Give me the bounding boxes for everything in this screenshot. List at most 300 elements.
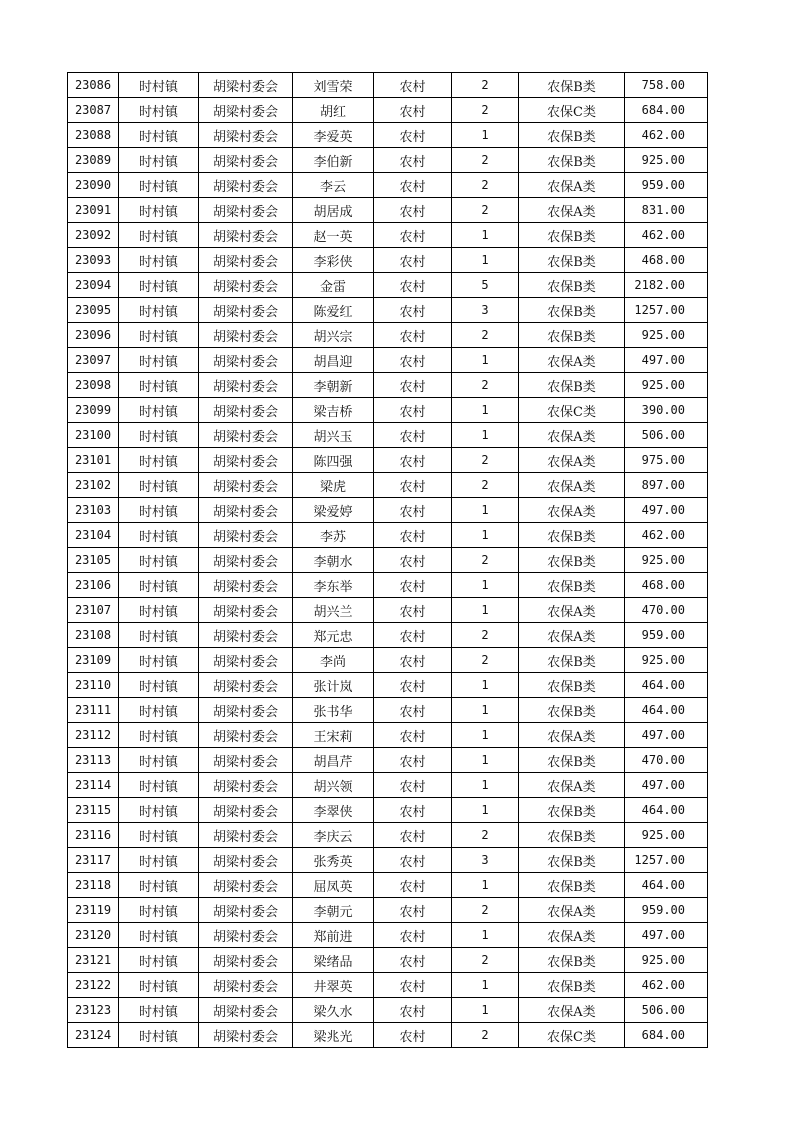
member-count-cell: 1 bbox=[452, 798, 519, 823]
village-committee-cell: 胡梁村委会 bbox=[199, 398, 293, 423]
town-cell: 时村镇 bbox=[119, 373, 199, 398]
name-cell: 郑前进 bbox=[293, 923, 374, 948]
member-count-cell: 2 bbox=[452, 148, 519, 173]
name-cell: 李翠侠 bbox=[293, 798, 374, 823]
record-id-cell: 23114 bbox=[68, 773, 119, 798]
record-id-cell: 23119 bbox=[68, 898, 119, 923]
member-count-cell: 2 bbox=[452, 1023, 519, 1048]
category-cell: 农保C类 bbox=[519, 1023, 625, 1048]
household-type-cell: 农村 bbox=[374, 123, 452, 148]
name-cell: 胡昌芹 bbox=[293, 748, 374, 773]
record-id-cell: 23098 bbox=[68, 373, 119, 398]
record-id-cell: 23109 bbox=[68, 648, 119, 673]
member-count-cell: 1 bbox=[452, 773, 519, 798]
amount-cell: 925.00 bbox=[625, 148, 708, 173]
member-count-cell: 1 bbox=[452, 973, 519, 998]
record-id-cell: 23087 bbox=[68, 98, 119, 123]
amount-cell: 497.00 bbox=[625, 348, 708, 373]
name-cell: 张秀英 bbox=[293, 848, 374, 873]
household-type-cell: 农村 bbox=[374, 148, 452, 173]
record-id-cell: 23108 bbox=[68, 623, 119, 648]
record-id-cell: 23106 bbox=[68, 573, 119, 598]
table-row bbox=[68, 498, 708, 523]
village-committee-cell: 胡梁村委会 bbox=[199, 773, 293, 798]
amount-cell: 925.00 bbox=[625, 823, 708, 848]
village-committee-cell: 胡梁村委会 bbox=[199, 598, 293, 623]
household-type-cell: 农村 bbox=[374, 923, 452, 948]
record-id-cell: 23102 bbox=[68, 473, 119, 498]
village-committee-cell: 胡梁村委会 bbox=[199, 698, 293, 723]
household-type-cell: 农村 bbox=[374, 773, 452, 798]
category-cell: 农保A类 bbox=[519, 498, 625, 523]
household-type-cell: 农村 bbox=[374, 698, 452, 723]
name-cell: 陈四强 bbox=[293, 448, 374, 473]
record-id-cell: 23088 bbox=[68, 123, 119, 148]
amount-cell: 959.00 bbox=[625, 898, 708, 923]
member-count-cell: 2 bbox=[452, 548, 519, 573]
village-committee-cell: 胡梁村委会 bbox=[199, 148, 293, 173]
household-type-cell: 农村 bbox=[374, 423, 452, 448]
village-committee-cell: 胡梁村委会 bbox=[199, 573, 293, 598]
table-row bbox=[68, 998, 708, 1023]
household-type-cell: 农村 bbox=[374, 573, 452, 598]
household-type-cell: 农村 bbox=[374, 848, 452, 873]
household-type-cell: 农村 bbox=[374, 298, 452, 323]
name-cell: 屈凤英 bbox=[293, 873, 374, 898]
household-type-cell: 农村 bbox=[374, 798, 452, 823]
household-type-cell: 农村 bbox=[374, 373, 452, 398]
village-committee-cell: 胡梁村委会 bbox=[199, 898, 293, 923]
table-row bbox=[68, 448, 708, 473]
amount-cell: 684.00 bbox=[625, 1023, 708, 1048]
record-id-cell: 23104 bbox=[68, 523, 119, 548]
village-committee-cell: 胡梁村委会 bbox=[199, 73, 293, 98]
household-type-cell: 农村 bbox=[374, 973, 452, 998]
village-committee-cell: 胡梁村委会 bbox=[199, 798, 293, 823]
name-cell: 梁爱婷 bbox=[293, 498, 374, 523]
town-cell: 时村镇 bbox=[119, 148, 199, 173]
category-cell: 农保B类 bbox=[519, 223, 625, 248]
household-type-cell: 农村 bbox=[374, 198, 452, 223]
household-type-cell: 农村 bbox=[374, 498, 452, 523]
table-row bbox=[68, 823, 708, 848]
village-committee-cell: 胡梁村委会 bbox=[199, 98, 293, 123]
name-cell: 梁虎 bbox=[293, 473, 374, 498]
member-count-cell: 2 bbox=[452, 323, 519, 348]
amount-cell: 925.00 bbox=[625, 323, 708, 348]
category-cell: 农保A类 bbox=[519, 598, 625, 623]
table-row bbox=[68, 148, 708, 173]
village-committee-cell: 胡梁村委会 bbox=[199, 523, 293, 548]
amount-cell: 497.00 bbox=[625, 723, 708, 748]
table-row bbox=[68, 273, 708, 298]
member-count-cell: 1 bbox=[452, 748, 519, 773]
category-cell: 农保B类 bbox=[519, 548, 625, 573]
town-cell: 时村镇 bbox=[119, 598, 199, 623]
town-cell: 时村镇 bbox=[119, 1023, 199, 1048]
town-cell: 时村镇 bbox=[119, 473, 199, 498]
amount-cell: 831.00 bbox=[625, 198, 708, 223]
record-id-cell: 23115 bbox=[68, 798, 119, 823]
amount-cell: 925.00 bbox=[625, 948, 708, 973]
town-cell: 时村镇 bbox=[119, 948, 199, 973]
record-id-cell: 23113 bbox=[68, 748, 119, 773]
member-count-cell: 2 bbox=[452, 73, 519, 98]
household-type-cell: 农村 bbox=[374, 748, 452, 773]
name-cell: 李尚 bbox=[293, 648, 374, 673]
town-cell: 时村镇 bbox=[119, 573, 199, 598]
record-id-cell: 23111 bbox=[68, 698, 119, 723]
category-cell: 农保B类 bbox=[519, 873, 625, 898]
town-cell: 时村镇 bbox=[119, 723, 199, 748]
town-cell: 时村镇 bbox=[119, 873, 199, 898]
name-cell: 郑元忠 bbox=[293, 623, 374, 648]
record-id-cell: 23116 bbox=[68, 823, 119, 848]
record-id-cell: 23097 bbox=[68, 348, 119, 373]
member-count-cell: 2 bbox=[452, 648, 519, 673]
amount-cell: 464.00 bbox=[625, 698, 708, 723]
member-count-cell: 1 bbox=[452, 398, 519, 423]
record-id-cell: 23110 bbox=[68, 673, 119, 698]
record-id-cell: 23117 bbox=[68, 848, 119, 873]
town-cell: 时村镇 bbox=[119, 923, 199, 948]
table-row bbox=[68, 73, 708, 98]
household-type-cell: 农村 bbox=[374, 223, 452, 248]
category-cell: 农保A类 bbox=[519, 773, 625, 798]
category-cell: 农保B类 bbox=[519, 848, 625, 873]
data-table bbox=[67, 72, 708, 1048]
name-cell: 梁绪品 bbox=[293, 948, 374, 973]
village-committee-cell: 胡梁村委会 bbox=[199, 248, 293, 273]
category-cell: 农保B类 bbox=[519, 698, 625, 723]
amount-cell: 975.00 bbox=[625, 448, 708, 473]
village-committee-cell: 胡梁村委会 bbox=[199, 348, 293, 373]
household-type-cell: 农村 bbox=[374, 598, 452, 623]
member-count-cell: 1 bbox=[452, 723, 519, 748]
town-cell: 时村镇 bbox=[119, 98, 199, 123]
village-committee-cell: 胡梁村委会 bbox=[199, 723, 293, 748]
name-cell: 梁吉桥 bbox=[293, 398, 374, 423]
town-cell: 时村镇 bbox=[119, 748, 199, 773]
household-type-cell: 农村 bbox=[374, 648, 452, 673]
town-cell: 时村镇 bbox=[119, 348, 199, 373]
name-cell: 李朝水 bbox=[293, 548, 374, 573]
household-type-cell: 农村 bbox=[374, 548, 452, 573]
category-cell: 农保B类 bbox=[519, 748, 625, 773]
member-count-cell: 2 bbox=[452, 373, 519, 398]
name-cell: 胡昌迎 bbox=[293, 348, 374, 373]
amount-cell: 1257.00 bbox=[625, 298, 708, 323]
record-id-cell: 23103 bbox=[68, 498, 119, 523]
household-type-cell: 农村 bbox=[374, 673, 452, 698]
table-row bbox=[68, 723, 708, 748]
name-cell: 胡兴宗 bbox=[293, 323, 374, 348]
table-row bbox=[68, 973, 708, 998]
village-committee-cell: 胡梁村委会 bbox=[199, 998, 293, 1023]
member-count-cell: 2 bbox=[452, 623, 519, 648]
member-count-cell: 1 bbox=[452, 998, 519, 1023]
household-type-cell: 农村 bbox=[374, 523, 452, 548]
name-cell: 胡居成 bbox=[293, 198, 374, 223]
category-cell: 农保A类 bbox=[519, 448, 625, 473]
name-cell: 张书华 bbox=[293, 698, 374, 723]
member-count-cell: 1 bbox=[452, 498, 519, 523]
village-committee-cell: 胡梁村委会 bbox=[199, 1023, 293, 1048]
name-cell: 李庆云 bbox=[293, 823, 374, 848]
town-cell: 时村镇 bbox=[119, 523, 199, 548]
record-id-cell: 23121 bbox=[68, 948, 119, 973]
town-cell: 时村镇 bbox=[119, 998, 199, 1023]
town-cell: 时村镇 bbox=[119, 398, 199, 423]
member-count-cell: 1 bbox=[452, 348, 519, 373]
household-type-cell: 农村 bbox=[374, 473, 452, 498]
table-row bbox=[68, 898, 708, 923]
household-type-cell: 农村 bbox=[374, 623, 452, 648]
record-id-cell: 23122 bbox=[68, 973, 119, 998]
table-row bbox=[68, 473, 708, 498]
town-cell: 时村镇 bbox=[119, 623, 199, 648]
table-row bbox=[68, 873, 708, 898]
member-count-cell: 1 bbox=[452, 248, 519, 273]
town-cell: 时村镇 bbox=[119, 973, 199, 998]
town-cell: 时村镇 bbox=[119, 498, 199, 523]
record-id-cell: 23086 bbox=[68, 73, 119, 98]
amount-cell: 925.00 bbox=[625, 648, 708, 673]
member-count-cell: 3 bbox=[452, 298, 519, 323]
village-committee-cell: 胡梁村委会 bbox=[199, 298, 293, 323]
member-count-cell: 2 bbox=[452, 898, 519, 923]
member-count-cell: 1 bbox=[452, 123, 519, 148]
town-cell: 时村镇 bbox=[119, 673, 199, 698]
village-committee-cell: 胡梁村委会 bbox=[199, 273, 293, 298]
category-cell: 农保B类 bbox=[519, 948, 625, 973]
amount-cell: 464.00 bbox=[625, 873, 708, 898]
name-cell: 王宋莉 bbox=[293, 723, 374, 748]
table-row bbox=[68, 848, 708, 873]
category-cell: 农保A类 bbox=[519, 348, 625, 373]
name-cell: 李云 bbox=[293, 173, 374, 198]
village-committee-cell: 胡梁村委会 bbox=[199, 673, 293, 698]
name-cell: 李爱英 bbox=[293, 123, 374, 148]
village-committee-cell: 胡梁村委会 bbox=[199, 448, 293, 473]
village-committee-cell: 胡梁村委会 bbox=[199, 198, 293, 223]
name-cell: 井翠英 bbox=[293, 973, 374, 998]
town-cell: 时村镇 bbox=[119, 273, 199, 298]
table-row bbox=[68, 198, 708, 223]
town-cell: 时村镇 bbox=[119, 248, 199, 273]
name-cell: 胡兴玉 bbox=[293, 423, 374, 448]
record-id-cell: 23100 bbox=[68, 423, 119, 448]
household-type-cell: 农村 bbox=[374, 73, 452, 98]
amount-cell: 497.00 bbox=[625, 923, 708, 948]
town-cell: 时村镇 bbox=[119, 698, 199, 723]
category-cell: 农保A类 bbox=[519, 998, 625, 1023]
record-id-cell: 23099 bbox=[68, 398, 119, 423]
village-committee-cell: 胡梁村委会 bbox=[199, 423, 293, 448]
record-id-cell: 23089 bbox=[68, 148, 119, 173]
town-cell: 时村镇 bbox=[119, 898, 199, 923]
table-row bbox=[68, 523, 708, 548]
name-cell: 李朝新 bbox=[293, 373, 374, 398]
amount-cell: 506.00 bbox=[625, 423, 708, 448]
member-count-cell: 3 bbox=[452, 848, 519, 873]
town-cell: 时村镇 bbox=[119, 548, 199, 573]
record-id-cell: 23112 bbox=[68, 723, 119, 748]
table-row bbox=[68, 598, 708, 623]
amount-cell: 462.00 bbox=[625, 123, 708, 148]
name-cell: 胡兴兰 bbox=[293, 598, 374, 623]
household-type-cell: 农村 bbox=[374, 348, 452, 373]
amount-cell: 497.00 bbox=[625, 498, 708, 523]
village-committee-cell: 胡梁村委会 bbox=[199, 123, 293, 148]
name-cell: 李伯新 bbox=[293, 148, 374, 173]
category-cell: 农保B类 bbox=[519, 73, 625, 98]
amount-cell: 470.00 bbox=[625, 748, 708, 773]
table-row bbox=[68, 223, 708, 248]
record-id-cell: 23101 bbox=[68, 448, 119, 473]
category-cell: 农保B类 bbox=[519, 573, 625, 598]
town-cell: 时村镇 bbox=[119, 648, 199, 673]
category-cell: 农保B类 bbox=[519, 673, 625, 698]
record-id-cell: 23120 bbox=[68, 923, 119, 948]
name-cell: 梁久水 bbox=[293, 998, 374, 1023]
record-id-cell: 23094 bbox=[68, 273, 119, 298]
amount-cell: 468.00 bbox=[625, 248, 708, 273]
name-cell: 梁兆光 bbox=[293, 1023, 374, 1048]
table-row bbox=[68, 348, 708, 373]
household-type-cell: 农村 bbox=[374, 398, 452, 423]
name-cell: 李东举 bbox=[293, 573, 374, 598]
household-type-cell: 农村 bbox=[374, 998, 452, 1023]
table-row bbox=[68, 773, 708, 798]
category-cell: 农保B类 bbox=[519, 123, 625, 148]
amount-cell: 959.00 bbox=[625, 173, 708, 198]
table-row bbox=[68, 98, 708, 123]
name-cell: 刘雪荣 bbox=[293, 73, 374, 98]
village-committee-cell: 胡梁村委会 bbox=[199, 323, 293, 348]
record-id-cell: 23123 bbox=[68, 998, 119, 1023]
town-cell: 时村镇 bbox=[119, 223, 199, 248]
category-cell: 农保A类 bbox=[519, 898, 625, 923]
table-row bbox=[68, 548, 708, 573]
household-type-cell: 农村 bbox=[374, 323, 452, 348]
table-row bbox=[68, 1023, 708, 1048]
category-cell: 农保C类 bbox=[519, 98, 625, 123]
town-cell: 时村镇 bbox=[119, 848, 199, 873]
amount-cell: 758.00 bbox=[625, 73, 708, 98]
village-committee-cell: 胡梁村委会 bbox=[199, 223, 293, 248]
town-cell: 时村镇 bbox=[119, 448, 199, 473]
category-cell: 农保B类 bbox=[519, 973, 625, 998]
member-count-cell: 2 bbox=[452, 448, 519, 473]
amount-cell: 897.00 bbox=[625, 473, 708, 498]
name-cell: 李苏 bbox=[293, 523, 374, 548]
name-cell: 赵一英 bbox=[293, 223, 374, 248]
amount-cell: 462.00 bbox=[625, 223, 708, 248]
member-count-cell: 1 bbox=[452, 598, 519, 623]
amount-cell: 497.00 bbox=[625, 773, 708, 798]
record-id-cell: 23091 bbox=[68, 198, 119, 223]
record-id-cell: 23124 bbox=[68, 1023, 119, 1048]
member-count-cell: 1 bbox=[452, 573, 519, 598]
member-count-cell: 5 bbox=[452, 273, 519, 298]
village-committee-cell: 胡梁村委会 bbox=[199, 848, 293, 873]
table-row bbox=[68, 948, 708, 973]
village-committee-cell: 胡梁村委会 bbox=[199, 748, 293, 773]
table-row bbox=[68, 648, 708, 673]
village-committee-cell: 胡梁村委会 bbox=[199, 648, 293, 673]
name-cell: 陈爱红 bbox=[293, 298, 374, 323]
member-count-cell: 1 bbox=[452, 223, 519, 248]
table-row bbox=[68, 323, 708, 348]
record-id-cell: 23096 bbox=[68, 323, 119, 348]
category-cell: 农保B类 bbox=[519, 523, 625, 548]
category-cell: 农保B类 bbox=[519, 273, 625, 298]
member-count-cell: 2 bbox=[452, 823, 519, 848]
amount-cell: 468.00 bbox=[625, 573, 708, 598]
table-row bbox=[68, 748, 708, 773]
amount-cell: 959.00 bbox=[625, 623, 708, 648]
record-id-cell: 23095 bbox=[68, 298, 119, 323]
record-id-cell: 23105 bbox=[68, 548, 119, 573]
member-count-cell: 1 bbox=[452, 423, 519, 448]
amount-cell: 925.00 bbox=[625, 373, 708, 398]
table-row bbox=[68, 173, 708, 198]
name-cell: 金雷 bbox=[293, 273, 374, 298]
amount-cell: 464.00 bbox=[625, 798, 708, 823]
record-id-cell: 23092 bbox=[68, 223, 119, 248]
table-row bbox=[68, 423, 708, 448]
table-body bbox=[68, 73, 708, 1048]
record-id-cell: 23118 bbox=[68, 873, 119, 898]
village-committee-cell: 胡梁村委会 bbox=[199, 973, 293, 998]
amount-cell: 1257.00 bbox=[625, 848, 708, 873]
amount-cell: 462.00 bbox=[625, 973, 708, 998]
category-cell: 农保A类 bbox=[519, 173, 625, 198]
category-cell: 农保B类 bbox=[519, 148, 625, 173]
household-type-cell: 农村 bbox=[374, 173, 452, 198]
category-cell: 农保B类 bbox=[519, 648, 625, 673]
name-cell: 李彩侠 bbox=[293, 248, 374, 273]
household-type-cell: 农村 bbox=[374, 448, 452, 473]
amount-cell: 506.00 bbox=[625, 998, 708, 1023]
record-id-cell: 23093 bbox=[68, 248, 119, 273]
amount-cell: 2182.00 bbox=[625, 273, 708, 298]
member-count-cell: 2 bbox=[452, 173, 519, 198]
amount-cell: 470.00 bbox=[625, 598, 708, 623]
table-row bbox=[68, 623, 708, 648]
table-row bbox=[68, 573, 708, 598]
household-type-cell: 农村 bbox=[374, 898, 452, 923]
town-cell: 时村镇 bbox=[119, 73, 199, 98]
village-committee-cell: 胡梁村委会 bbox=[199, 498, 293, 523]
member-count-cell: 2 bbox=[452, 473, 519, 498]
category-cell: 农保B类 bbox=[519, 248, 625, 273]
village-committee-cell: 胡梁村委会 bbox=[199, 823, 293, 848]
table-row bbox=[68, 248, 708, 273]
category-cell: 农保B类 bbox=[519, 798, 625, 823]
village-committee-cell: 胡梁村委会 bbox=[199, 948, 293, 973]
category-cell: 农保B类 bbox=[519, 323, 625, 348]
town-cell: 时村镇 bbox=[119, 323, 199, 348]
member-count-cell: 2 bbox=[452, 98, 519, 123]
town-cell: 时村镇 bbox=[119, 823, 199, 848]
amount-cell: 925.00 bbox=[625, 548, 708, 573]
member-count-cell: 1 bbox=[452, 673, 519, 698]
record-id-cell: 23107 bbox=[68, 598, 119, 623]
category-cell: 农保B类 bbox=[519, 823, 625, 848]
town-cell: 时村镇 bbox=[119, 773, 199, 798]
